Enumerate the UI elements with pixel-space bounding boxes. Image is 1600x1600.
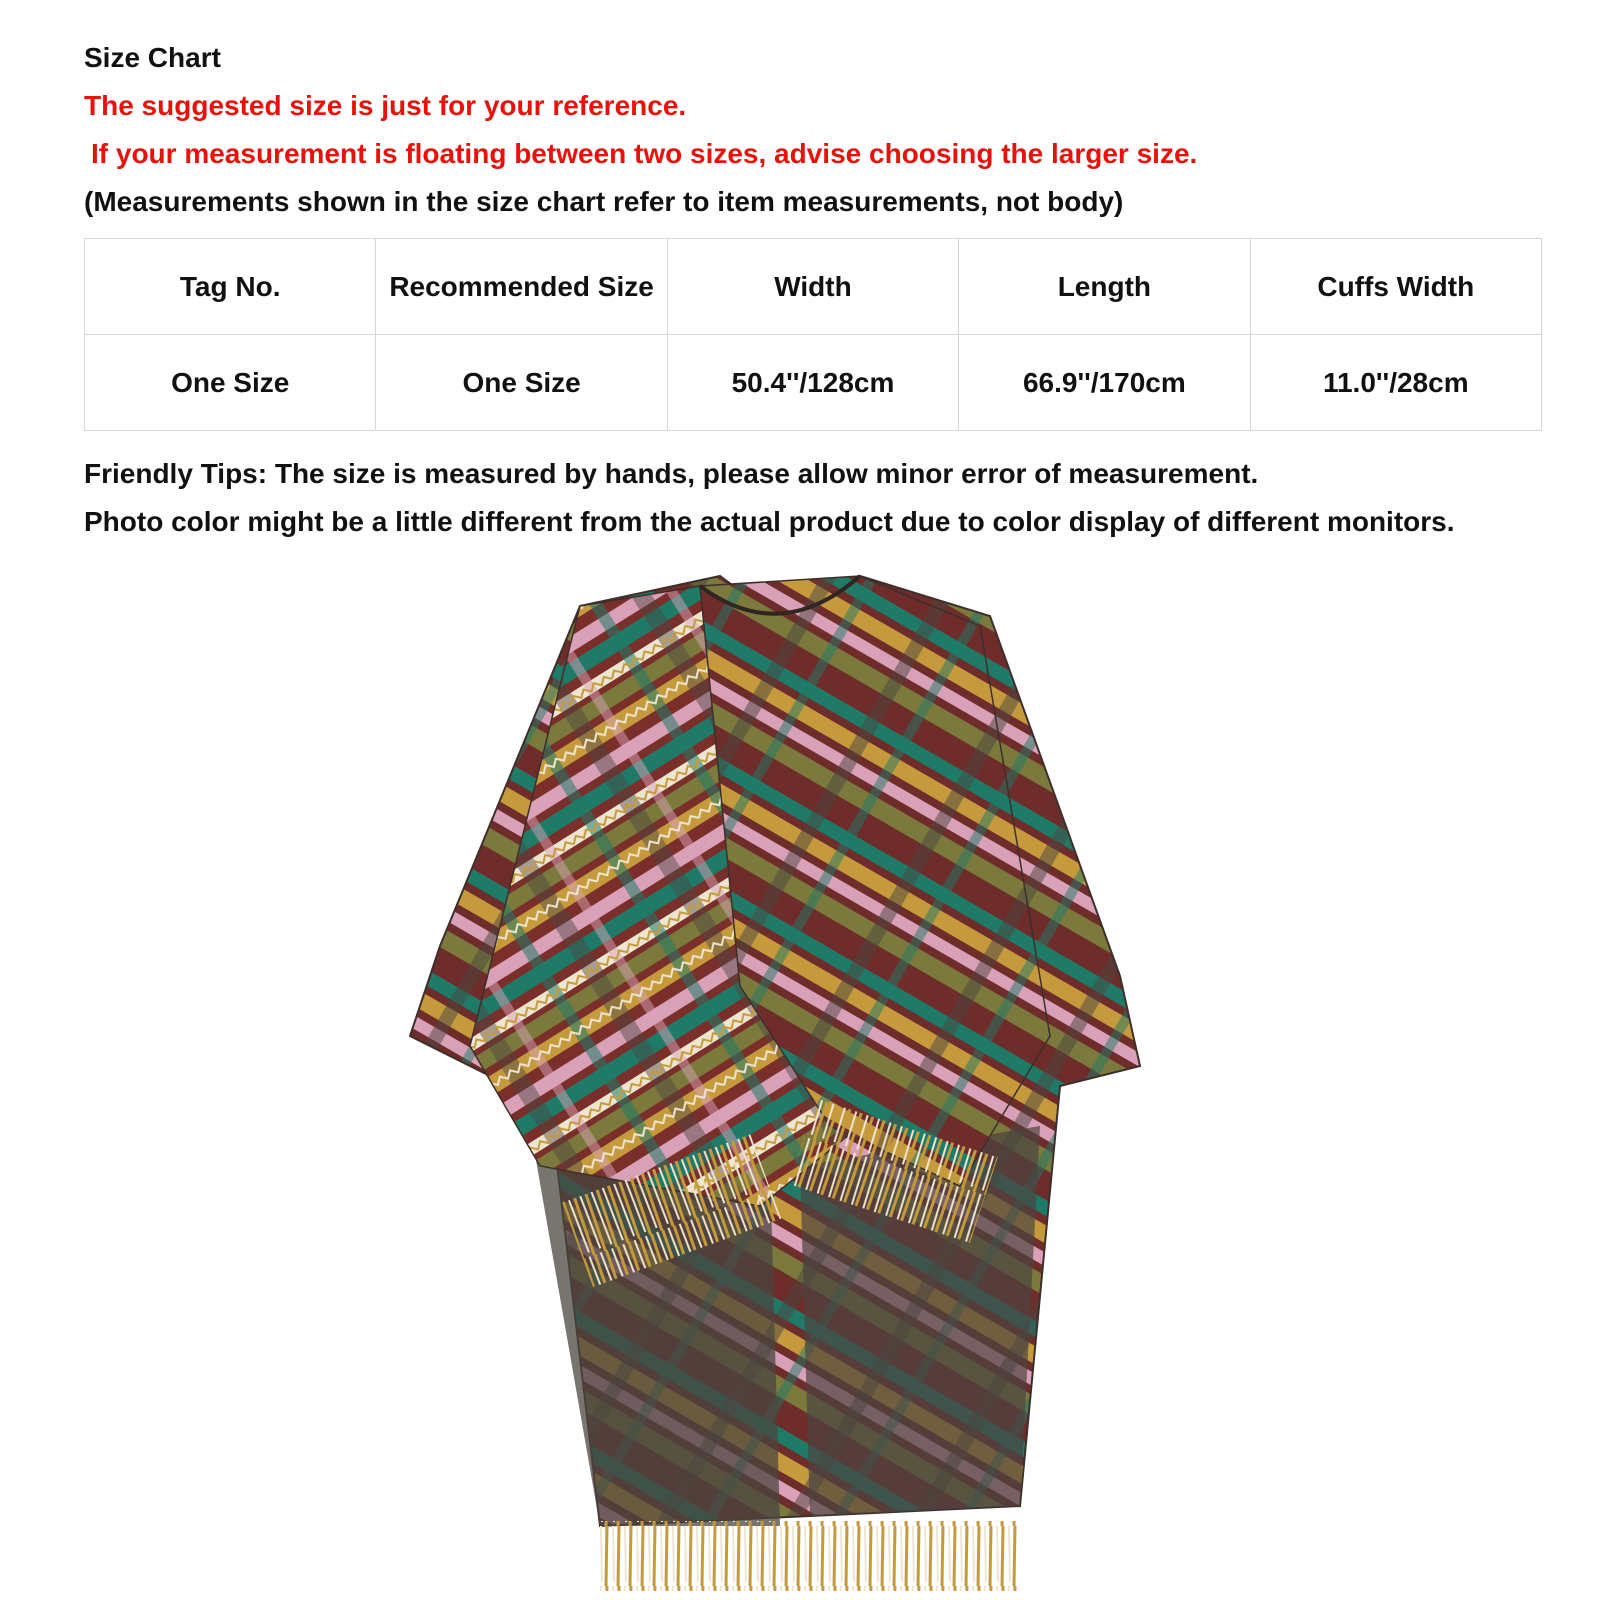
reference-note: The suggested size is just for your reference.	[84, 90, 687, 121]
cell-length: 66.9''/170cm	[959, 335, 1250, 431]
larger-size-advice: If your measurement is floating between two sizes, advise choosing the larger size.	[91, 138, 1198, 169]
size-table	[84, 238, 1542, 431]
header-tag-no: Tag No.	[85, 239, 376, 335]
cell-tag-no: One Size	[85, 335, 376, 431]
measurement-note: (Measurements shown in the size chart refer to item measurements, not body)	[84, 186, 1124, 217]
cell-width: 50.4''/128cm	[667, 335, 958, 431]
friendly-tip: Friendly Tips: The size is measured by hands, please allow minor error of measurement.	[84, 458, 1259, 489]
plaid-poncho-shawl-icon	[400, 566, 1160, 1596]
table-row	[85, 335, 1542, 431]
header-cuffs-width: Cuffs Width	[1250, 239, 1541, 335]
header-width: Width	[667, 239, 958, 335]
color-disclaimer: Photo color might be a little different from the actual product due to color display of different monitors.	[84, 506, 1455, 537]
cell-recommended-size: One Size	[376, 335, 667, 431]
size-chart-title: Size Chart	[84, 42, 221, 73]
cell-cuffs-width: 11.0''/28cm	[1250, 335, 1541, 431]
header-length: Length	[959, 239, 1250, 335]
size-table-header-row	[85, 239, 1542, 335]
header-recommended-size: Recommended Size	[376, 239, 667, 335]
